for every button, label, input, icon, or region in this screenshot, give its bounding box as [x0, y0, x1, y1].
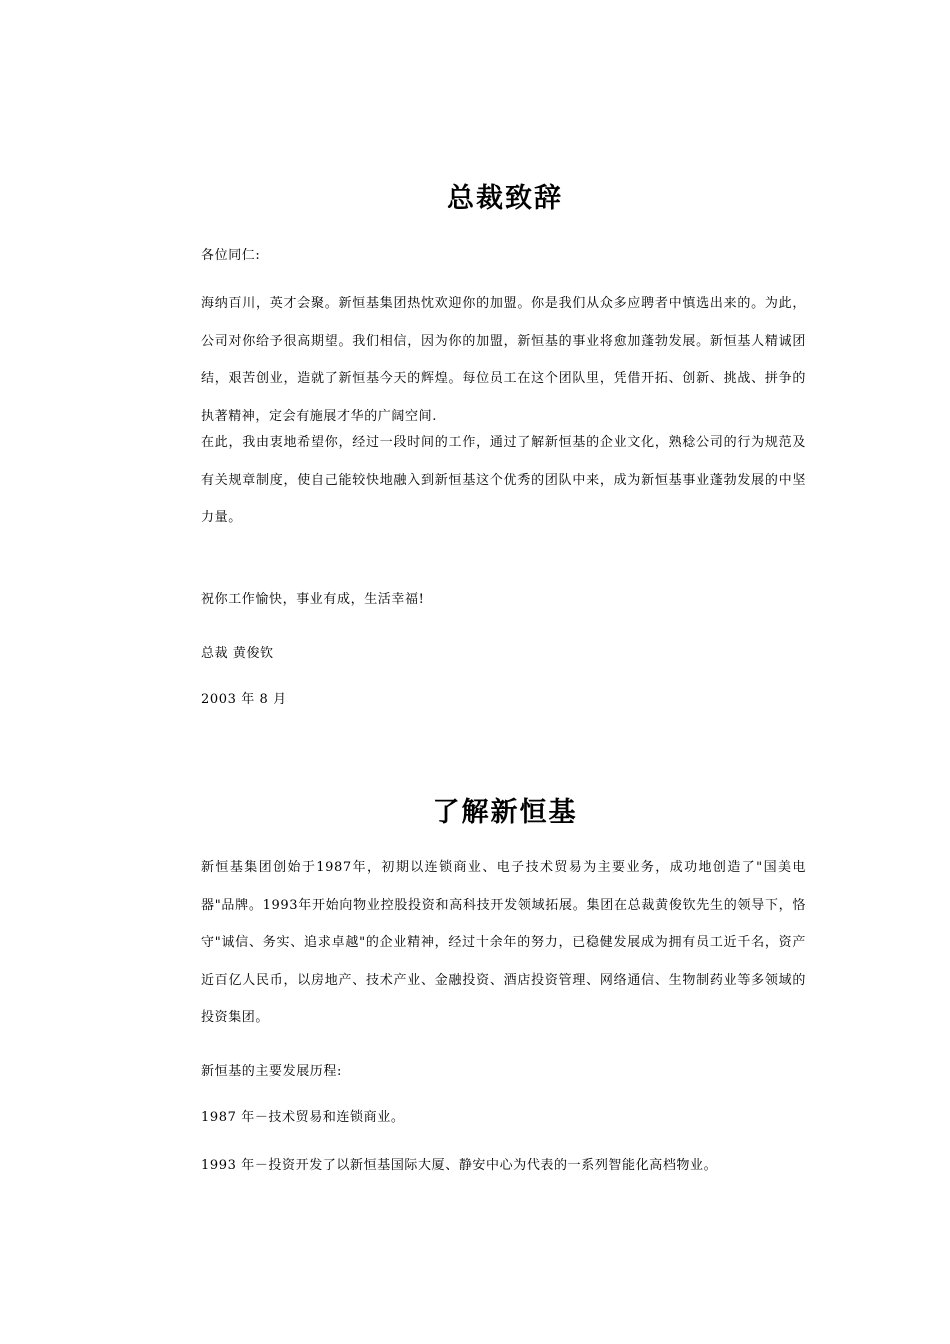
letter-date: 2003 年 8 月 — [201, 692, 287, 707]
about-title: 了解新恒基 — [432, 797, 578, 828]
letter-paragraph-2: 在此，我由衷地希望你，经过一段时间的工作，通过了解新恒基的企业文化，熟稔公司的行为规范及有关规章制度，使自己能较快地融入到新恒基这个优秀的团队中来，成为新恒基事业蓬勃发展的中坚力量。 — [201, 435, 806, 525]
letter-wish: 祝你工作愉快，事业有成，生活幸福! — [201, 592, 425, 607]
history-item: 1993 年－投资开发了以新恒基国际大厦、静安中心为代表的一系列智能化高档物业。 — [201, 1158, 718, 1173]
letter-title: 总裁致辞 — [447, 183, 563, 214]
history-item: 1987 年－技术贸易和连锁商业。 — [201, 1110, 405, 1125]
about-paragraph-1: 新恒基集团创始于1987年，初期以连锁商业、电子技术贸易为主要业务，成功地创造了"国美电器"品牌。1993年开始向物业控股投资和高科技开发领域拓展。集团在总裁黄俊钦先生的领导下，恪守"诚信、务实、追求卓越"的企业精神，经过十余年的努力，已稳健发展成为拥有员工近千名，资产近百亿人民币，以房地产、技术产业、金融投资、酒店投资管理、网络通信、生物制药业等多领域的投资集团。 — [201, 860, 806, 1025]
history-heading: 新恒基的主要发展历程: — [201, 1064, 342, 1079]
letter-signature: 总裁 黄俊钦 — [201, 646, 274, 661]
letter-paragraph-1: 海纳百川，英才会聚。新恒基集团热忱欢迎你的加盟。你是我们从众多应聘者中慎选出来的。为此，公司对你给予很高期望。我们相信，因为你的加盟，新恒基的事业将愈加蓬勃发展。新恒基人精诚团结，艰苦创业，造就了新恒基今天的辉煌。每位员工在这个团队里，凭借开拓、创新、挑战、拼争的执著精神，定会有施展才华的广阔空间. — [201, 296, 806, 424]
letter-salutation: 各位同仁: — [201, 248, 261, 263]
